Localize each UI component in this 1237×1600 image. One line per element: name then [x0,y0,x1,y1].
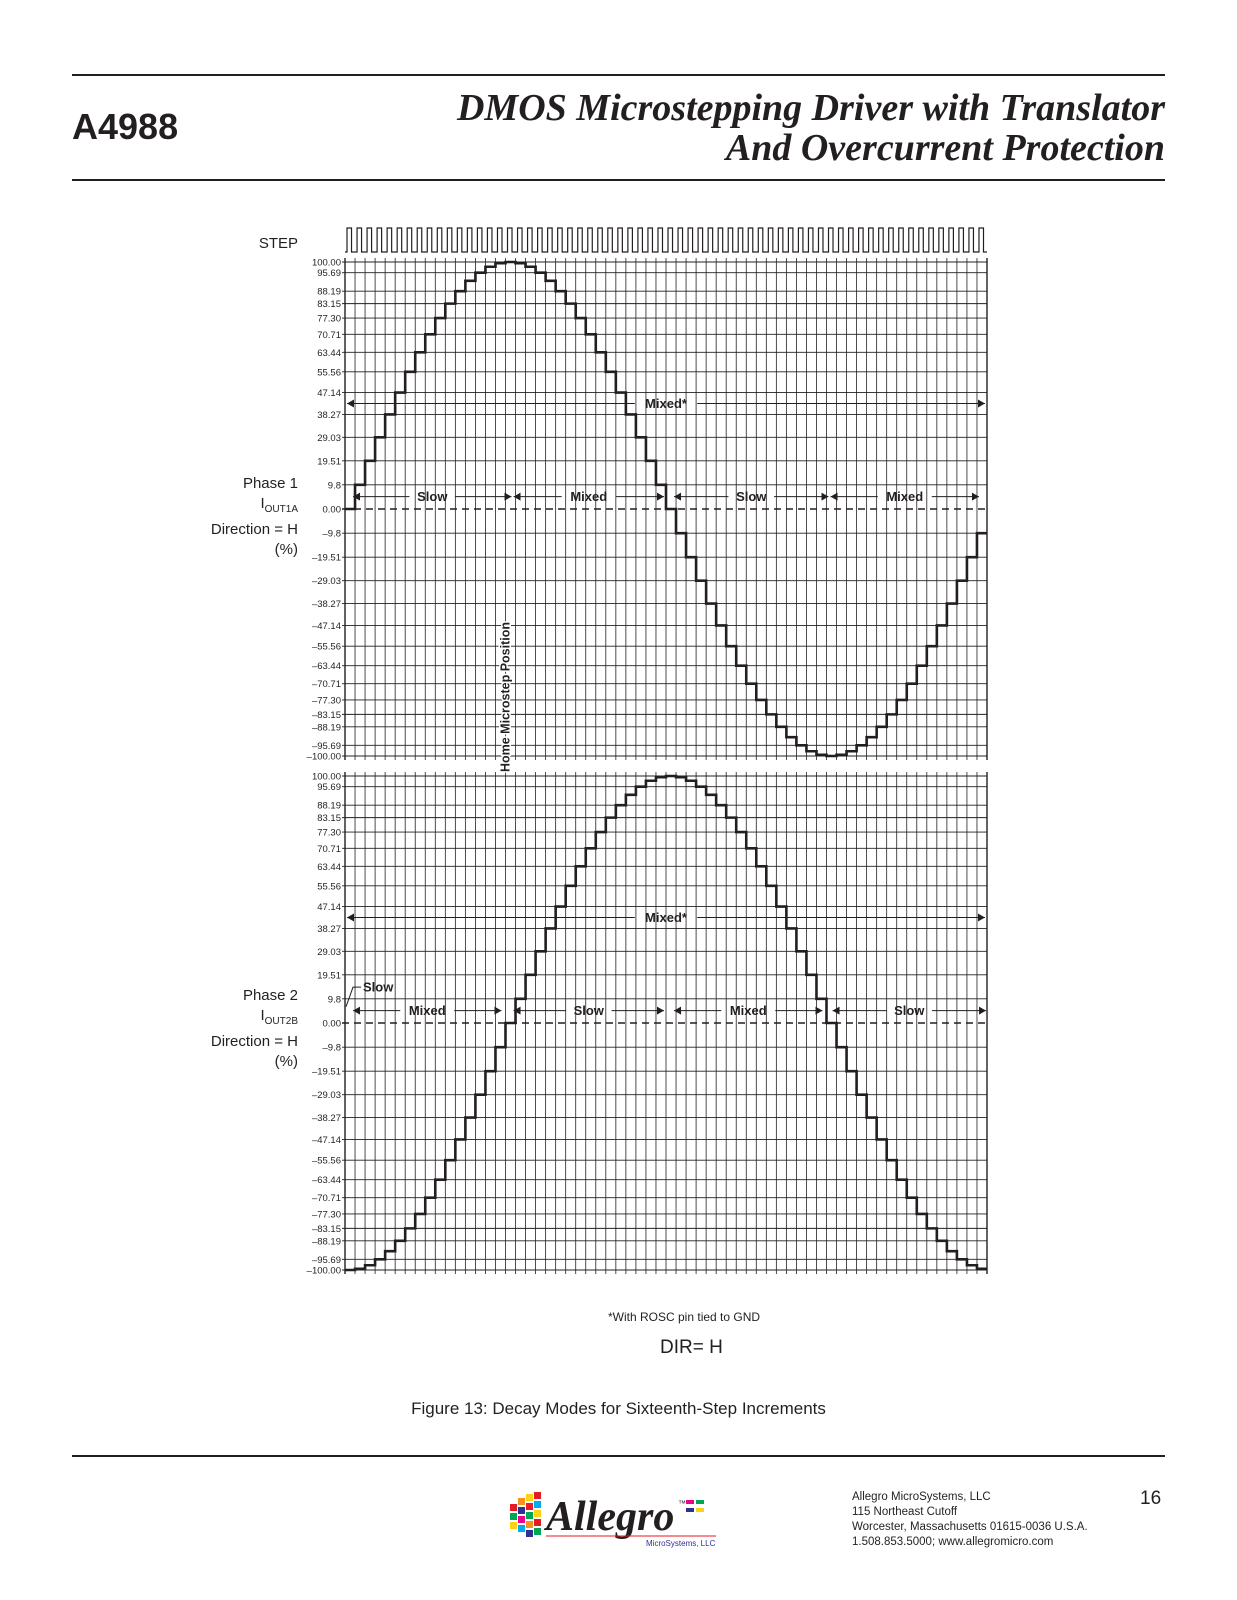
arrowhead [978,914,985,922]
arrowhead [347,400,354,408]
arrowhead [505,493,512,501]
footer-company-block [852,1490,1088,1550]
phase1-decay-region-label: Mixed [886,489,924,505]
phase1-tick-label: 19.51 [317,456,341,468]
footer-address-street: 115 Northeast Cutoff [852,1506,958,1518]
phase2-tick-label: 19.51 [317,970,341,982]
phase2-tick-label: 100.00 [311,771,341,783]
phase2-label-direction: Direction = H [210,1033,298,1050]
document-title-line2: And Overcurrent Protection [725,127,1165,169]
footer-address-city: Worcester, Massachusetts 01615-0036 U.S.A. [852,1521,1088,1533]
phase2-tick-label: –70.71 [311,1193,341,1205]
phase2-tick-label: –77.30 [311,1209,341,1221]
phase1-tick-label: 70.71 [317,329,341,341]
phase2-tick-label: –63.44 [311,1175,341,1187]
phase2-tick-label: 38.27 [317,923,341,935]
phase2-tick-label: –19.51 [311,1066,341,1078]
arrowhead [657,1007,664,1015]
phase1-tick-label: –95.69 [311,740,341,752]
document-title-line1: DMOS Microstepping Driver with Translator [456,87,1165,129]
phase2-label-unit: (%) [274,1053,298,1070]
phase1-tick-label: 29.03 [317,432,341,444]
phase1-tick-label: 9.8 [327,480,341,492]
phase2-tick-label: –95.69 [311,1254,341,1266]
arrowhead [657,493,664,501]
step-label: STEP [258,235,298,252]
phase2-tick-label: 77.30 [317,827,341,839]
phase2-tick-label: 9.8 [327,994,341,1006]
phase2-tick-label: 88.19 [317,800,341,812]
arrowhead [833,1007,840,1015]
phase1-decay-region-label: Slow [736,489,767,505]
logo-subtitle: MicroSystems, LLC [646,1539,716,1548]
phase1-current-symbol: I [260,495,265,512]
arrowhead [674,1007,681,1015]
phase1-tick-label: 88.19 [317,286,341,298]
arrowhead [347,914,354,922]
phase2-tick-label: –83.15 [311,1223,341,1235]
figure-caption: Figure 13: Decay Modes for Sixteenth-Step Increments [411,1399,826,1418]
phase1-tick-label: 63.44 [317,347,341,359]
arrowhead [831,493,838,501]
phase2-mixed-all-region-label: Mixed* [645,910,687,926]
phase2-tick-label: 47.14 [317,902,341,914]
arrowhead [822,493,829,501]
phase1-tick-label: –29.03 [311,576,341,588]
phase1-current-subscript: OUT1A [264,504,298,515]
phase1-tick-label: –63.44 [311,661,341,673]
phase1-tick-label: 55.56 [317,367,341,379]
logo-mosaic [510,1492,541,1537]
phase1-tick-label: 100.00 [311,257,341,269]
arrowhead [815,1007,822,1015]
step-pulse-train [345,228,987,252]
phase1-tick-label: 83.15 [317,299,341,311]
part-number: A4988 [72,106,179,147]
phase2-slow-start-leader [346,987,361,1006]
phase2-label-title: Phase 2 [242,987,298,1004]
phase2-decay-region-label: Slow [894,1003,925,1019]
phase1-mixed-all-region-label: Mixed* [645,396,687,412]
phase1-tick-label: 95.69 [317,268,341,280]
rosc-footnote: *With ROSC pin tied to GND [608,1310,761,1324]
phase1-decay-region-label: Slow [417,489,448,505]
phase2-tick-label: –88.19 [311,1236,341,1248]
direction-label: DIR= H [660,1337,723,1358]
arrowhead [494,1007,501,1015]
phase2-current-subscript: OUT2B [264,1016,298,1027]
phase2-decay-region-label: Mixed [729,1003,767,1019]
phase1-tick-label: 0.00 [322,504,341,516]
arrowhead [978,400,985,408]
phase1-label-direction: Direction = H [210,521,298,538]
phase1-decay-region-label: Mixed [570,489,608,505]
phase1-tick-label: –100.00 [306,751,341,763]
phase1-tick-label: –83.15 [311,709,341,721]
phase1-label-unit: (%) [274,541,298,558]
phase2-tick-label: –29.03 [311,1090,341,1102]
footer-rule [72,1455,1165,1457]
arrowhead [674,493,681,501]
phase2-tick-label: 95.69 [317,782,341,794]
phase1-tick-label: –47.14 [311,620,341,632]
phase1-tick-label: 47.14 [317,388,341,400]
phase2-tick-label: –100.00 [306,1265,341,1277]
phase1-tick-label: –70.71 [311,679,341,691]
phase2-tick-label: 70.71 [317,843,341,855]
phase1-tick-label: –55.56 [311,641,341,653]
page-number: 16 [1140,1488,1162,1509]
phase2-decay-region-label: Mixed [408,1003,446,1019]
arrowhead [979,1007,986,1015]
logo-trademark: ™ [678,1499,686,1508]
phase2-tick-label: 55.56 [317,881,341,893]
phase2-tick-label: 83.15 [317,813,341,825]
arrowhead [353,1007,360,1015]
phase1-tick-label: –88.19 [311,722,341,734]
footer-contact: 1.508.853.5000; www.allegromicro.com [852,1536,1054,1548]
phase1-tick-label: 38.27 [317,409,341,421]
phase2-tick-label: –38.27 [311,1113,341,1125]
phase2-decay-region-label: Slow [573,1003,604,1019]
allegro-logo [506,1486,726,1550]
phase1-tick-label: –38.27 [311,599,341,611]
phase2-current-symbol: I [260,1007,265,1024]
phase2-tick-label: 63.44 [317,861,341,873]
phase1-tick-label: 77.30 [317,313,341,325]
arrowhead [514,493,521,501]
home-microstep-label: Home Microstep Position [498,621,513,773]
phase2-tick-label: –47.14 [311,1134,341,1146]
phase1-tick-label: –77.30 [311,695,341,707]
phase2-tick-label: –9.8 [322,1042,341,1054]
phase1-tick-label: –19.51 [311,552,341,564]
phase2-tick-label: –55.56 [311,1155,341,1167]
arrowhead [972,493,979,501]
phase1-tick-label: –9.8 [322,528,341,540]
phase2-tick-label: 29.03 [317,946,341,958]
phase1-label-title: Phase 1 [242,475,298,492]
phase2-tick-label: 0.00 [322,1018,341,1030]
footer-company-name: Allegro MicroSystems, LLC [852,1491,991,1503]
phase2-slow-start-label: Slow [363,979,394,995]
logo-word: Allegro [546,1494,675,1540]
